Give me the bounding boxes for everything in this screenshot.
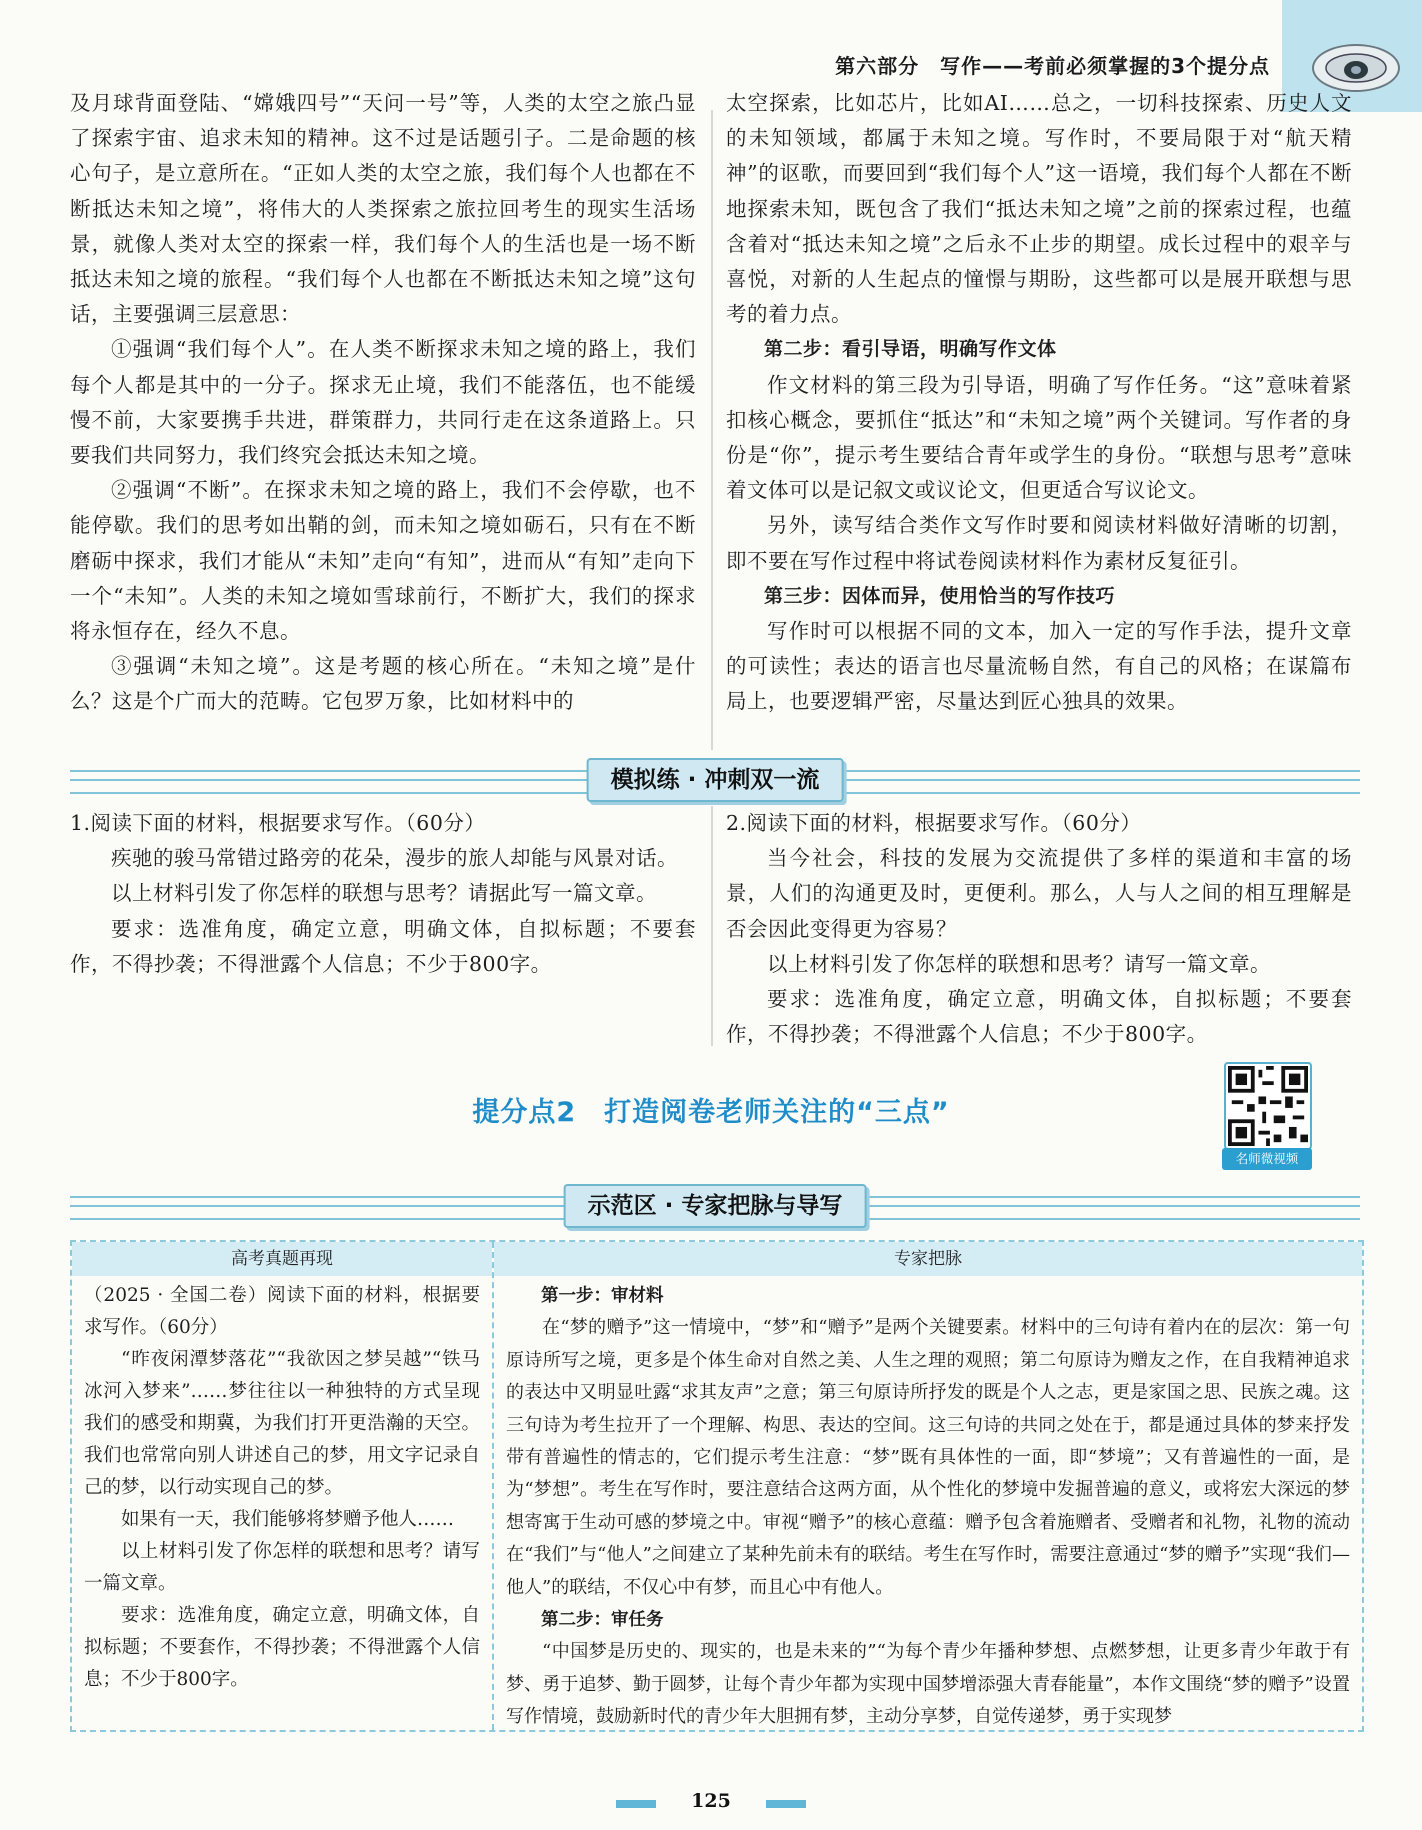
section-title: 提分点2 打造阅卷老师关注的“三点”: [472, 1097, 950, 1128]
step-heading: 第一步：审材料: [541, 1286, 664, 1306]
paragraph: ③强调“未知之境”。这是考题的核心所在。“未知之境”是什么？这是个广而大的范畴。它包罗万象，比如材料中的: [70, 654, 696, 714]
paragraph: 另外，读写结合类作文写作时要和阅读材料做好清晰的切割，即不要在写作过程中将试卷阅读材料作为素材反复征引。: [726, 513, 1352, 573]
exercise-requirements: 要求：选准角度，确定立意，明确文体，自拟标题；不要套作，不得抄袭；不得泄露个人信息；不少于800字。: [70, 916, 696, 976]
qr-caption: 名师微视频: [1222, 1148, 1312, 1170]
paragraph: ①强调“我们每个人”。在人类不断探求未知之境的路上，我们每个人都是其中的一分子。探求无止境，我们不能落伍，也不能缓慢不前，大家要携手共进，群策群力，共同行走在这条道路上。只要我们共同努力，我们终究会抵达未知之境。: [70, 337, 696, 468]
paragraph: ②强调“不断”。在探求未知之境的路上，我们不会停歇，也不能停歇。我们的思考如出鞘的剑，而未知之境如砺石，只有在不断磨砺中探求，我们才能从“未知”走向“有知”，进而从“有知”走向下一个“未知”。人类的未知之境如雪球前行，不断扩大，我们的探求将永恒存在，经久不息。: [70, 478, 696, 644]
paragraph: 在“梦的赠予”这一情境中，“梦”和“赠予”是两个关键要素。材料中的三句诗有着内在的层次：第一句原诗所写之境，更多是个体生命对自然之美、人生之理的观照；第二句原诗为赠友之作，在自我精神追求的表达中又明显吐露“求其友声”之意；第三句原诗所抒发的既是个人之志，更是家国之思、民族之魂。这三句诗为考生拉开了一个理解、构思、表达的空间。这三句诗的共同之处在于，都是通过具体的梦来抒发带有普遍性的情志的，它们提示考生注意：“梦”既有具体性的一面，即“梦境”；又有普遍性的一面，是为“梦想”。考生在写作时，要注意结合这两方面，从个性化的梦境中发掘普遍的意义，或将宏大深远的梦想寄寓于生动可感的梦境之中。审视“赠予”的核心意蕴：赠予包含着施赠者、受赠者和礼物，礼物的流动在“我们”与“他人”之间建立了某种先前未有的联结。考生在写作时，需要注意通过“梦的赠予”实现“我们—他人”的联结，不仅心中有梦，而且心中有他人。: [506, 1317, 1350, 1598]
paragraph: 写作时可以根据不同的文本，加入一定的写作手法，提升文章的可读性；表达的语言也尽量流畅自然，有自己的风格；在谋篇布局上，也要逻辑严密，尽量达到匠心独具的效果。: [726, 619, 1352, 714]
qr-code-icon[interactable]: [1224, 1062, 1312, 1150]
exercise-material: 当今社会，科技的发展为交流提供了多样的渠道和丰富的场景，人们的沟通更及时，更便利。那么，人与人之间的相互理解是否会因此变得更为容易？: [726, 846, 1352, 941]
paragraph: “中国梦是历史的、现实的，也是未来的”“为每个青少年播种梦想、点燃梦想，让更多青少年敢于有梦、勇于追梦、勤于圆梦，让每个青少年都为实现中国梦增添强大青春能量”，本作文围绕“梦的赠予”设置写作情境，鼓励新时代的青少年大胆拥有梦，主动分享梦，自觉传递梦，勇于实现梦: [506, 1641, 1350, 1728]
publisher-logo-icon: [1312, 44, 1400, 92]
paragraph: 如果有一天，我们能够将梦赠予他人……: [121, 1509, 455, 1530]
section-band-practice: [70, 758, 1360, 802]
exercise-question: 1.阅读下面的材料，根据要求写作。（60分）: [70, 811, 486, 835]
exercise-1: [70, 806, 696, 982]
paragraph: 以上材料引发了你怎样的联想和思考？请写一篇文章。: [84, 1541, 480, 1594]
paragraph: 太空探索，比如芯片，比如AI……总之，一切科技探索、历史人文的未知领域，都属于未知之境。写作时，不要局限于对“航天精神”的讴歌，而要回到“我们每个人”这一语境，我们每个人都在不断地探索未知，既包含了我们“抵达未知之境”之前的探索过程，也蕴含着对“抵达未知之境”之后永不止步的期望。成长过程中的艰辛与喜悦，对新的人生起点的憧憬与期盼，这些都可以是展开联想与思考的着力点。: [726, 91, 1352, 327]
table-cell-exam-question: [84, 1280, 480, 1696]
page-number: 125: [660, 1790, 762, 1814]
section-band-demo: [70, 1184, 1360, 1228]
header-title: 第六部分 写作——考前必须掌握的3个提分点: [835, 54, 1270, 78]
band-label: 模拟练 · 冲刺双一流: [587, 758, 844, 802]
paragraph: （2025 · 全国二卷）阅读下面的材料，根据要求写作。（60分）: [84, 1285, 480, 1338]
step-heading: 第三步：因体而异，使用恰当的写作技巧: [764, 584, 1116, 607]
top-right-column: [726, 86, 1352, 720]
column-divider: [711, 806, 713, 1046]
paragraph: 及月球背面登陆、“嫦娥四号”“天问一号”等，人类的太空之旅凸显了探索宇宙、追求未知的精神。这不过是话题引子。二是命题的核心句子，是立意所在。“正如人类的太空之旅，我们每个人也都在不断抵达未知之境”，将伟大的人类探索之旅拉回考生的现实生活场景，就像人类对太空的探索一样，我们每个人的生活也是一场不断抵达未知之境的旅程。“我们每个人也都在不断抵达未知之境”这句话，主要强调三层意思：: [70, 91, 696, 327]
exercise-requirements: 要求：选准角度，确定立意，明确文体，自拟标题；不要套作，不得抄袭；不得泄露个人信息；不少于800字。: [726, 987, 1352, 1047]
exam-analysis-table: [70, 1240, 1364, 1732]
exercise-prompt: 以上材料引发了你怎样的联想与思考？请据此写一篇文章。: [111, 881, 657, 906]
column-divider: [711, 110, 713, 750]
exercise-material: 疾驰的骏马常错过路旁的花朵，漫步的旅人却能与风景对话。: [111, 846, 678, 871]
table-cell-expert-analysis: [506, 1280, 1350, 1734]
exercise-question: 2.阅读下面的材料，根据要求写作。（60分）: [726, 811, 1142, 835]
exercise-2: [726, 806, 1352, 1052]
band-label: 示范区 · 专家把脉与导写: [564, 1184, 867, 1228]
paragraph: 作文材料的第三段为引导语，明确了写作任务。“这”意味着紧扣核心概念，要抓住“抵达”和“未知之境”两个关键词。写作者的身份是“你”，提示考生要结合青年或学生的身份。“联想与思考”意味着文体可以是记叙文或议论文，但更适合写议论文。: [726, 372, 1352, 503]
exercise-prompt: 以上材料引发了你怎样的联想和思考？请写一篇文章。: [767, 951, 1271, 976]
table-header-left: 高考真题再现: [72, 1242, 492, 1276]
table-divider: [492, 1242, 494, 1730]
paragraph: 要求：选准角度，确定立意，明确文体，自拟标题；不要套作，不得抄袭；不得泄露个人信息；不少于800字。: [84, 1605, 480, 1690]
step-heading: 第二步：审任务: [541, 1610, 664, 1631]
step-heading: 第二步：看引导语，明确写作文体: [764, 338, 1057, 361]
paragraph: “昨夜闲潭梦落花”“我欲因之梦吴越”“铁马冰河入梦来”……梦往往以一种独特的方式呈现我们的感受和期冀，为我们打开更浩瀚的天空。我们也常常向别人讲述自己的梦，用文字记录自己的梦，以行动实现自己的梦。: [84, 1349, 480, 1498]
table-header-right: 专家把脉: [494, 1242, 1362, 1276]
top-left-column: [70, 86, 696, 720]
